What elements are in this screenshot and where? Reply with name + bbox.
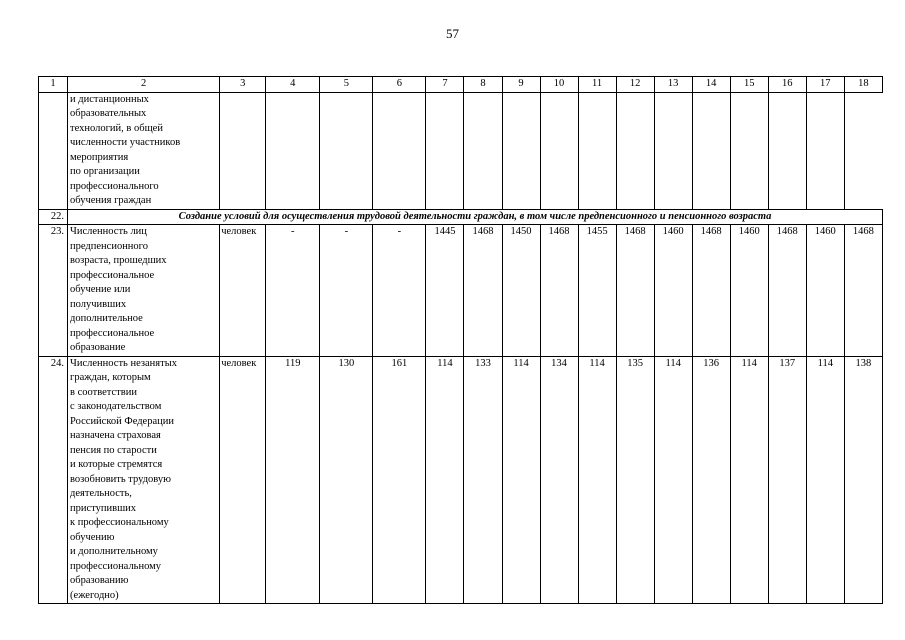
indicator-name-line: и которые стремятся — [70, 459, 163, 470]
indicator-name-line: численности участников — [70, 137, 181, 148]
column-header: 2 — [68, 77, 220, 93]
value-cell: 114 — [730, 356, 768, 604]
value-cell: - — [373, 225, 426, 357]
value-cell: 135 — [616, 356, 654, 604]
indicator-name-cell — [68, 225, 220, 357]
column-header: 15 — [730, 77, 768, 93]
indicator-name-line: профессионального — [70, 180, 159, 192]
value-cell: 114 — [578, 356, 616, 604]
column-header: 3 — [220, 77, 266, 93]
indicator-name-line: образованию — [70, 575, 129, 586]
section-title: Создание условий для осуществления трудовой деятельности граждан, в том числе предпенсионного и пенсионного возраста — [68, 209, 883, 225]
column-number-row — [39, 77, 883, 93]
value-cell — [616, 92, 654, 209]
value-cell: 114 — [502, 356, 540, 604]
indicator-name-line: технологий, в общей — [70, 122, 163, 134]
value-cell — [320, 92, 373, 209]
column-header: 7 — [426, 77, 464, 93]
column-header: 17 — [806, 77, 844, 93]
column-header: 11 — [578, 77, 616, 93]
column-header: 9 — [502, 77, 540, 93]
indicator-name-line: обучение или — [70, 284, 131, 295]
table-row — [39, 225, 883, 357]
value-cell — [768, 92, 806, 209]
value-cell: 1460 — [654, 225, 692, 357]
indicator-name-line: обучения граждан — [70, 195, 152, 206]
value-cell: - — [320, 225, 373, 357]
unit-cell — [220, 92, 266, 209]
value-cell: 114 — [806, 356, 844, 604]
indicator-name-line: Численность незанятых — [70, 357, 178, 369]
row-number-cell: 24. — [39, 356, 68, 604]
column-header: 8 — [464, 77, 502, 93]
column-header: 12 — [616, 77, 654, 93]
column-header: 10 — [540, 77, 578, 93]
value-cell: 1468 — [768, 225, 806, 357]
indicator-name-line: пенсия по старости — [70, 444, 157, 456]
indicator-name-line: профессиональное — [70, 327, 155, 339]
indicator-name-line: назначена страховая — [70, 430, 161, 441]
value-cell: 119 — [266, 356, 320, 604]
column-header: 18 — [844, 77, 882, 93]
indicator-name-line: по организации — [70, 166, 140, 177]
indicator-name-line: образовательных — [70, 108, 147, 119]
value-cell: 138 — [844, 356, 882, 604]
value-cell: 114 — [654, 356, 692, 604]
value-cell: 133 — [464, 356, 502, 604]
row-number-cell: 23. — [39, 225, 68, 357]
value-cell: 136 — [692, 356, 730, 604]
indicator-name-line: возобновить трудовую — [70, 473, 171, 485]
table-row-section — [39, 209, 883, 225]
indicator-name-line: дополнительное — [70, 313, 143, 324]
indicator-name-line: и дополнительному — [70, 546, 158, 557]
value-cell — [540, 92, 578, 209]
indicators-table — [38, 76, 883, 604]
indicator-name-line: профессиональное — [70, 269, 155, 281]
table-row-continuation — [39, 92, 883, 209]
value-cell: 1450 — [502, 225, 540, 357]
value-cell — [806, 92, 844, 209]
indicator-name-line: получивших — [70, 298, 127, 310]
value-cell — [426, 92, 464, 209]
page-number: 57 — [446, 26, 459, 41]
value-cell: 1468 — [844, 225, 882, 357]
indicator-name-line: граждан, которым — [70, 372, 151, 383]
column-header: 1 — [39, 77, 68, 93]
value-cell — [578, 92, 616, 209]
table-row — [39, 356, 883, 604]
indicator-name-line: с законодательством — [70, 401, 162, 412]
value-cell: 1468 — [540, 225, 578, 357]
indicator-name-line: Российской Федерации — [70, 415, 174, 427]
unit-cell: человек — [220, 225, 266, 357]
value-cell — [730, 92, 768, 209]
column-header: 13 — [654, 77, 692, 93]
indicator-name-line: Численность лиц — [70, 226, 147, 237]
indicator-name-line: и дистанционных — [70, 93, 149, 105]
value-cell: 130 — [320, 356, 373, 604]
value-cell — [464, 92, 502, 209]
indicator-name-line: мероприятия — [70, 151, 129, 163]
column-header: 6 — [373, 77, 426, 93]
indicator-name-line: возраста, прошедших — [70, 255, 167, 266]
row-number-cell — [39, 92, 68, 209]
value-cell: - — [266, 225, 320, 357]
value-cell: 1460 — [806, 225, 844, 357]
value-cell: 1445 — [426, 225, 464, 357]
value-cell — [654, 92, 692, 209]
indicator-name-line: образование — [70, 342, 126, 353]
value-cell — [373, 92, 426, 209]
column-header: 14 — [692, 77, 730, 93]
value-cell: 1460 — [730, 225, 768, 357]
value-cell: 134 — [540, 356, 578, 604]
indicator-name-cell — [68, 356, 220, 604]
column-header: 5 — [320, 77, 373, 93]
indicator-name-line: приступивших — [70, 502, 137, 514]
indicator-name-line: профессиональному — [70, 560, 162, 572]
value-cell — [502, 92, 540, 209]
indicator-name-line: в соответствии — [70, 386, 137, 398]
value-cell — [266, 92, 320, 209]
value-cell: 1468 — [692, 225, 730, 357]
value-cell: 1468 — [616, 225, 654, 357]
indicator-name-line: деятельность, — [70, 488, 132, 499]
value-cell — [692, 92, 730, 209]
indicator-name-line: к профессиональному — [70, 517, 169, 528]
value-cell: 137 — [768, 356, 806, 604]
value-cell: 1455 — [578, 225, 616, 357]
unit-cell: человек — [220, 356, 266, 604]
value-cell: 1468 — [464, 225, 502, 357]
indicator-name-line: обучению — [70, 531, 115, 543]
column-header: 16 — [768, 77, 806, 93]
value-cell: 161 — [373, 356, 426, 604]
indicator-name-line: предпенсионного — [70, 240, 148, 252]
row-number-cell: 22. — [39, 209, 68, 225]
value-cell: 114 — [426, 356, 464, 604]
column-header: 4 — [266, 77, 320, 93]
indicator-name-line: (ежегодно) — [70, 589, 119, 601]
indicator-name-cell — [68, 92, 220, 209]
